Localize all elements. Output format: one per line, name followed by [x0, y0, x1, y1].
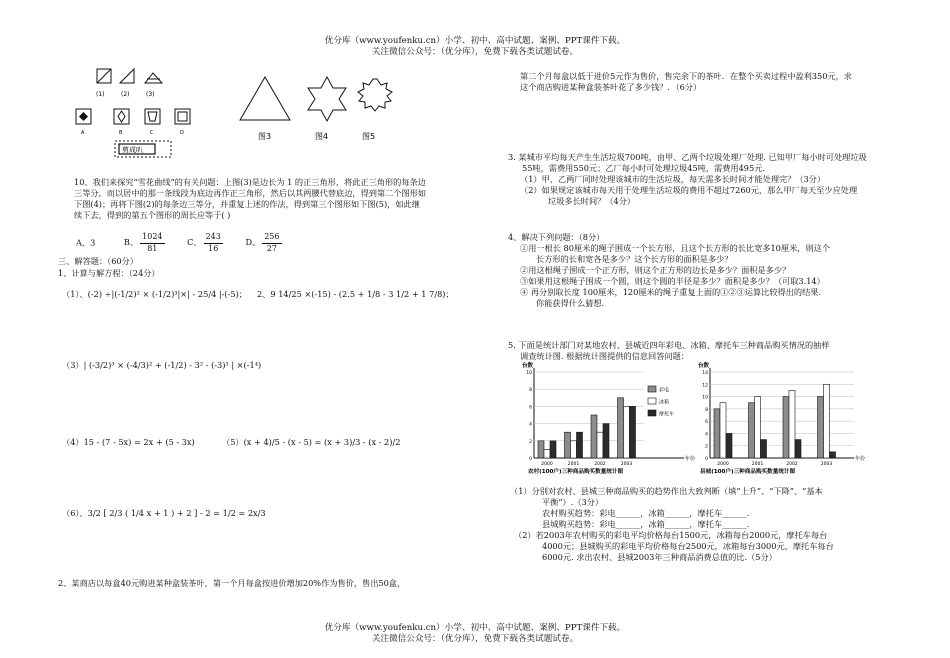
chart0-bar [630, 406, 636, 458]
chart1-x-tick: 2000 [717, 462, 729, 467]
q2-cont-line-2: 这个商店购进某种盒装茶叶花了多少钱？．（6分） [520, 82, 702, 93]
chart0-bar [624, 406, 630, 458]
chart1-y-tick: 4 [705, 432, 708, 438]
q10-line-4: 续下去，得到的第五个图形的周长应等于( ) [74, 210, 231, 221]
chart1-bar [795, 440, 801, 458]
q5-part1-county: 县城购买趋势：彩电______，冰箱______，摩托车______. [542, 519, 750, 530]
q5-part1-line-1: （1）分别对农村、县城三种商品购买的趋势作出大致判断（填“上升”、“下降”、“基本 [510, 486, 823, 496]
q5-part2-line-1: （2）若2003年农村购买的彩电平均价格每台1500元，冰箱每台2000元，摩托车每台 [514, 530, 828, 541]
cut-box-label: 剪成叭 [122, 146, 143, 154]
chart0-y-tick: 4 [529, 422, 532, 428]
equation-4: （4）15 - (7 - 5x) = 2x + (5 - 3x) [62, 437, 195, 447]
expression-1: （1）、(-2) ÷|(-1/2)² × (-1/2)³|×| - 25/4 |-(-5)； [62, 289, 247, 299]
footer-line-1: 优分库（www.youfenku.cn）小学、初中、高中试题、案例、PPT课件下载。 [324, 623, 626, 633]
chart1-ylabel: 台数 [698, 363, 710, 369]
triangle-figure-3 [240, 77, 290, 120]
chart0-title: 农村(100户)三种商品购买数量统计图 [528, 469, 624, 475]
chart1-bar [789, 390, 795, 458]
header-line-2: 关注微信公众号：（优分库），免费下载各类试题试卷。 [371, 47, 579, 57]
chart0-y-tick: 0 [529, 457, 532, 462]
chart1-bar [824, 384, 830, 458]
q10-line-2: 三等分，而以居中的那一条线段为底边再作正三角形，然后以其两腰代替底边，得到第二个图形如 [74, 188, 427, 199]
chart1-xlabel: 年份 [855, 456, 866, 462]
q3-line-1: 3. 某城市平均每天产生生活垃圾700吨，由甲、乙两个垃圾处理厂处理. 已知甲厂每小时可处理垃圾 [508, 152, 867, 162]
fig-label-3: (3) [146, 91, 155, 98]
chart0-legend-label: 冰箱 [659, 399, 670, 406]
option-a: A、3 [76, 237, 96, 248]
chart1-y-tick: 14 [702, 371, 708, 376]
fig-label-2: (2) [121, 91, 130, 98]
question-5 [508, 340, 830, 362]
q2-continued [520, 71, 852, 93]
chart0-y-tick: 10 [526, 371, 532, 376]
chart1-y-tick: 6 [705, 420, 708, 426]
option-b-prefix: B、 [123, 237, 139, 248]
q4-line-1: 4、解决下列问题：（8分） [508, 232, 605, 242]
chart0-y-tick: 6 [529, 405, 532, 411]
chart0-x-tick: 2001 [567, 462, 580, 467]
q4-line-7: 你能获得什么猜想. [536, 298, 605, 309]
chart1-y-tick: 12 [702, 383, 708, 389]
svg-text:C: C [150, 130, 154, 136]
svg-text:D: D [180, 130, 184, 136]
chart0-bar [577, 432, 583, 458]
fig-label-1: (1) [96, 91, 105, 98]
chart1-bar [714, 409, 720, 458]
svg-text:B: B [119, 130, 123, 136]
chart1-y-tick: 10 [702, 395, 708, 401]
question-2: 2、某商店以每盒40元购进某种盒装茶叶，第一个月每盒按进价增加20%作为售价，售出50盒， [58, 578, 406, 588]
option-c-fraction: $\frac{243}{16}$ [205, 232, 221, 253]
chart0-bar [538, 441, 544, 458]
chart0-bar [603, 424, 609, 458]
chart0-y-tick: 8 [529, 388, 532, 394]
koch-figure-5 [358, 79, 392, 111]
chart0-legend-label: 摩托车 [659, 411, 675, 418]
chart0-bar [550, 441, 556, 458]
equation-5: （5）(x + 4)/5 - (x - 5) = (x + 3)/3 - (x - 2)/2 [222, 437, 401, 447]
q4-line-6: ④ 再分别取长度 100厘米，120厘米的绳子重复上面的①②③运算比较得出的结果. [520, 287, 822, 298]
pattern-square-4 [175, 109, 190, 124]
q5-part2-line-2: 4000元；县城购买的彩电平均价格每台2500元，冰箱每台3000元，摩托车每台 [542, 541, 834, 552]
section-3-title: 三、解答题：（60分） [58, 256, 139, 266]
chart1-y-tick: 8 [705, 407, 708, 413]
chart0-x-tick: 2002 [594, 462, 606, 467]
page-header [0, 36, 950, 58]
q2-cont-line-1: 第二个月每盒以低于进价5元作为售价，售完余下的茶叶．在整个买卖过程中盈利350元，求 [520, 71, 852, 81]
chart1-y-tick: 2 [705, 444, 708, 450]
chart1-bar [761, 440, 767, 458]
q4-line-2: ①用一根长 80厘米的绳子围成一个长方形，且这个长方形的长比宽多10厘米，则这个 [520, 243, 831, 254]
question-10 [74, 177, 426, 221]
chart1-y-tick: 0 [705, 457, 708, 462]
fig5-caption: 图5 [362, 132, 376, 141]
question-3 [508, 152, 867, 207]
chart0-x-tick: 2000 [541, 462, 553, 467]
question-1-title: 1、计算与解方程：（24分） [58, 268, 160, 278]
q4-line-3: 长方形的长和宽各是多少？这个长方形的面积是多少？ [536, 254, 733, 265]
chart0-bar [544, 449, 550, 458]
star-figure-4 [308, 77, 346, 121]
q3-line-5: 垃圾多长时间？（4分） [548, 196, 636, 207]
equation-6: （6）、3/2 [ 2/3 ( 1/4 x + 1 ) + 2 ] - 2 = 1/2 = 2x/3 [62, 508, 266, 518]
chart1-bar [783, 397, 789, 458]
snowflake-figures [70, 65, 400, 160]
fig3-caption: 图3 [258, 132, 272, 141]
chart1-bar [749, 403, 755, 458]
question-5-answers [510, 486, 834, 563]
chart1-x-tick: 2001 [751, 462, 764, 467]
chart0-ylabel: 台数 [522, 363, 534, 369]
q3-line-3: （1）甲、乙两厂同时处理该城市的生活垃圾，每天需多长时间才能处理完？（3分） [520, 174, 826, 185]
chart0-bar [618, 398, 624, 458]
pattern-square-3 [145, 109, 160, 124]
chart0-legend-swatch [648, 386, 656, 392]
q10-line-1: 10、我们来探究“雪花曲线”的有关问题：上图(3)是边长为 1 的正三角形，将此正三角形的每条边 [74, 177, 426, 187]
option-b-fraction: $\frac{1024}{81}$ [142, 232, 163, 253]
chart1-bar [720, 403, 726, 458]
q5-line-2: 调查统计图. 根据统计图提供的信息回答问题： [520, 351, 689, 362]
chart0-y-tick: 2 [529, 439, 532, 445]
chart0-bar [565, 432, 571, 458]
option-d-prefix: D、 [245, 237, 261, 248]
option-c-prefix: C、 [187, 237, 202, 248]
chart0-legend-swatch [648, 398, 656, 404]
footer-line-2: 关注微信公众号：（优分库），免费下载各类试题试卷。 [371, 634, 579, 644]
chart0-bar [591, 415, 597, 458]
q3-line-2: 55吨，需费用550元；乙厂每小时可处理垃圾45吨，需费用495元. [522, 163, 766, 174]
q4-line-4: ②用这根绳子围成一个正方形，则这个正方形的边长是多少？面积是多少？ [520, 265, 791, 276]
fig4-caption: 图4 [315, 132, 329, 141]
chart0-legend-label: 彩电 [659, 387, 670, 394]
svg-text:A: A [81, 130, 85, 136]
chart0-xlabel: 年份 [685, 456, 696, 462]
expression-3: （3）| (-3/2)³ × (-4/3)² + (-1/2) - 3² - (-3)³ | ×(-1⁴) [62, 360, 262, 370]
chart1-title: 县城(100户)三种商品购买数量统计图 [700, 469, 796, 475]
chart0-bar [597, 432, 603, 458]
chart0-bar [571, 441, 577, 458]
q4-line-5: ③如果用这根绳子围成一个圆，则这个圆的半径是多少？面积是多少？（可取3.14） [520, 276, 825, 287]
triangle-shape-3 [145, 73, 162, 83]
chart0-legend-swatch [648, 410, 656, 416]
header-line-1: 优分库（www.youfenku.cn）小学、初中、高中试题、案例、PPT课件下载。 [324, 36, 626, 46]
q10-options [76, 232, 284, 255]
q5-part1-line-2: 平衡”）.（3分） [542, 497, 604, 508]
page-footer [0, 623, 950, 645]
triangle-shape-2 [120, 69, 134, 83]
chart1-bar [755, 397, 761, 458]
charts-area [520, 362, 866, 480]
chart1-bar [726, 433, 732, 458]
q5-part2-line-3: 6000元. 求出农村、县城2003年三种商品消费总值的比.（5分） [542, 552, 777, 563]
q5-line-1: 5. 下面是统计部门对某地农村、县城近四年彩电、冰箱、摩托车三种商品购买情况的抽样 [508, 340, 830, 350]
expression-2: 2、9 14/25 ×(-15) - (2.5 + 1/8 - 3 1/2 + 1 7/8)； [257, 289, 454, 299]
q10-line-3: 下图(4)；再将下图(2)的每条边三等分，并重复上述的作法，得到第三个图形如下图(5)，如此继 [74, 199, 420, 210]
q3-line-4: （2）如果规定该城市每天用于处理生活垃圾的费用不超过7260元，那么甲厂每天至少应处理 [520, 185, 858, 196]
chart1-bar [818, 397, 824, 458]
q5-part1-rural: 农村购买趋势：彩电______，冰箱______，摩托车______. [542, 508, 750, 519]
chart0-x-tick: 2003 [620, 462, 633, 467]
chart1-x-tick: 2003 [820, 462, 833, 467]
chart1-x-tick: 2002 [786, 462, 798, 467]
chart1-bar [830, 452, 836, 458]
question-4 [508, 232, 830, 309]
option-d-fraction: $\frac{256}{27}$ [264, 232, 280, 253]
